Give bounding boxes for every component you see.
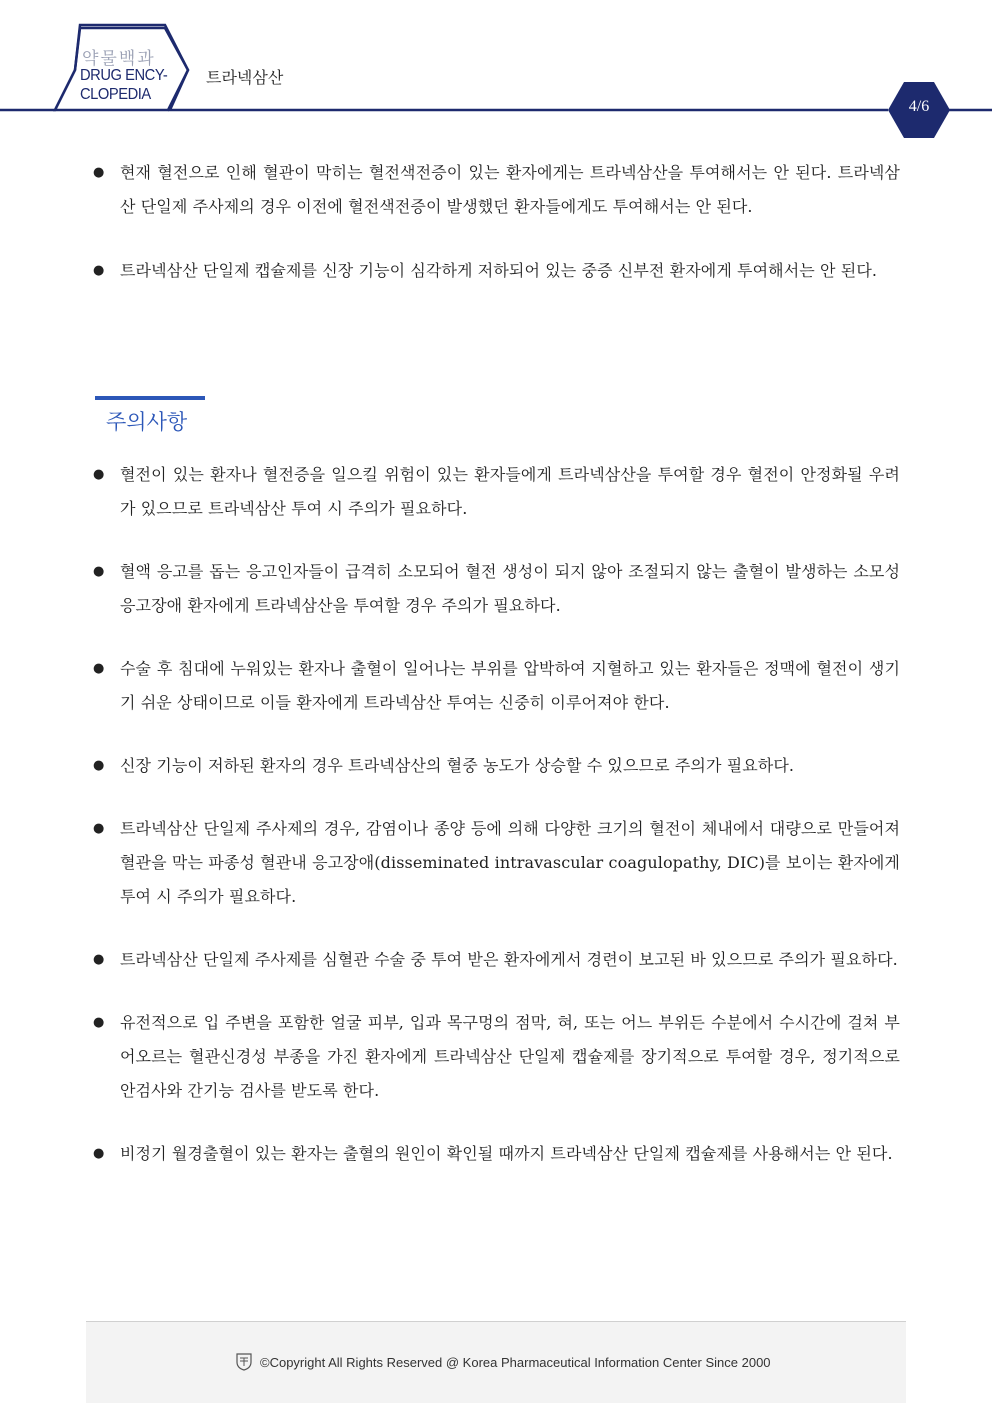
bullet-icon: ● — [93, 1015, 105, 1030]
list-item — [90, 254, 900, 288]
section-title-bar — [95, 396, 205, 400]
list-item — [90, 156, 900, 224]
bullet-icon: ● — [93, 1146, 105, 1161]
list-item-text: 혈전이 있는 환자나 혈전증을 일으킬 위험이 있는 환자들에게 트라넥삼산을 투여할 경우 혈전이 안정화될 우려가 있으므로 트라넥삼산 투여 시 주의가 필요하다. — [120, 465, 900, 518]
copyright-text: ©Copyright All Rights Reserved @ Korea Pharmaceutical Information Center Since 2000 — [260, 1354, 771, 1370]
bullet-icon: ● — [93, 564, 105, 579]
logo-english-line1: DRUG ENCY- — [80, 67, 168, 84]
list-item-text: 비정기 월경출혈이 있는 환자는 출혈의 원인이 확인될 때까지 트라넥삼산 단일제 캡슐제를 사용해서는 안 된다. — [120, 1144, 893, 1163]
list-item — [90, 812, 900, 914]
list-item-text: 유전적으로 입 주변을 포함한 얼굴 피부, 입과 목구멍의 점막, 혀, 또는 어느 부위든 수분에서 수시간에 걸쳐 부어오르는 혈관신경성 부종을 가진 환자에게 트라넥삼산 단일제 캡슐제를 장기적으로 투여할 경우, 정기적으로 안검사와 간기능 검사를 받도록 한다. — [120, 1013, 900, 1100]
contraindication-list — [90, 156, 900, 318]
crest-icon — [236, 1353, 252, 1371]
list-item-text: 트라넥삼산 단일제 주사제의 경우, 감염이나 종양 등에 의해 다양한 크기의 혈전이 체내에서 대량으로 만들어져 혈관을 막는 파종성 혈관내 응고장애(disseminated intravascular coagulopathy, DIC)를 보이는 환자에게 투여 시 주의가 필요하다. — [120, 819, 900, 906]
footer-copyright-row — [236, 1353, 771, 1371]
section-title: 주의사항 — [106, 410, 188, 434]
list-item-text: 트라넥삼산 단일제 캡슐제를 신장 기능이 심각하게 저하되어 있는 중증 신부전 환자에게 투여해서는 안 된다. — [120, 261, 878, 280]
list-item — [90, 1006, 900, 1108]
list-item — [90, 652, 900, 720]
bullet-icon: ● — [93, 165, 105, 180]
logo-english-line2: CLOPEDIA — [80, 86, 151, 103]
list-item — [90, 555, 900, 623]
logo-korean: 약물백과 — [82, 49, 156, 69]
bullet-icon: ● — [93, 263, 105, 278]
list-item-text: 신장 기능이 저하된 환자의 경우 트라넥삼산의 혈중 농도가 상승할 수 있으므로 주의가 필요하다. — [120, 756, 795, 775]
list-item — [90, 943, 900, 977]
bullet-icon: ● — [93, 952, 105, 967]
list-item-text: 혈액 응고를 돕는 응고인자들이 급격히 소모되어 혈전 생성이 되지 않아 조절되지 않는 출혈이 발생하는 소모성 응고장애 환자에게 트라넥삼산을 투여할 경우 주의가 필요하다. — [120, 562, 900, 615]
bullet-icon: ● — [93, 821, 105, 836]
list-item-text: 트라넥삼산 단일제 주사제를 심혈관 수술 중 투여 받은 환자에게서 경련이 보고된 바 있으므로 주의가 필요하다. — [120, 950, 898, 969]
bullet-icon: ● — [93, 661, 105, 676]
bullet-icon: ● — [93, 467, 105, 482]
precautions-list — [90, 458, 900, 1200]
list-item — [90, 749, 900, 783]
list-item — [90, 1137, 900, 1171]
logo-english — [80, 66, 172, 104]
bullet-icon: ● — [93, 758, 105, 773]
header-title: 트라넥삼산 — [206, 68, 284, 87]
page-indicator: 4/6 — [908, 98, 930, 115]
list-item-text: 수술 후 침대에 누워있는 환자나 출혈이 일어나는 부위를 압박하여 지혈하고 있는 환자들은 정맥에 혈전이 생기기 쉬운 상태이므로 이들 환자에게 트라넥삼산 투여는 신중히 이루어져야 한다. — [120, 659, 900, 712]
page-footer — [86, 1321, 906, 1403]
list-item-text: 현재 혈전으로 인해 혈관이 막히는 혈전색전증이 있는 환자에게는 트라넥삼산을 투여해서는 안 된다. 트라넥삼산 단일제 주사제의 경우 이전에 혈전색전증이 발생했던 환자들에게도 투여해서는 안 된다. — [120, 163, 900, 216]
list-item — [90, 458, 900, 526]
page-header — [0, 0, 992, 150]
